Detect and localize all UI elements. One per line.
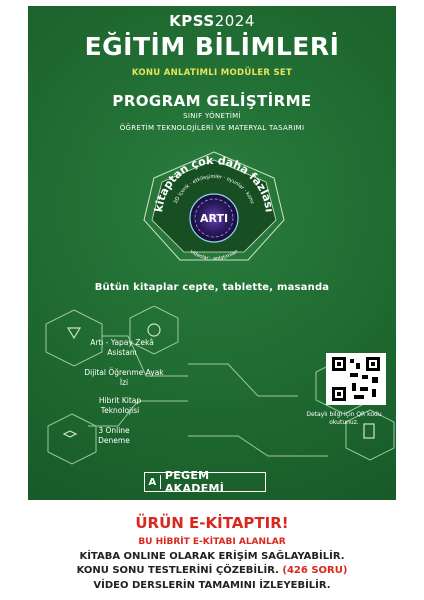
feature-hybrid-book: Hibrit Kitap Teknolojisi <box>98 396 142 415</box>
book-title: EĞİTİM BİLİMLERİ <box>84 32 340 61</box>
qr-note: Detaylı bilgi için QR kodu okutunuz. <box>306 411 382 426</box>
qr-code-icon <box>326 353 386 405</box>
book-subtitle: KONU ANLATIMLI MODÜLER SET <box>131 68 293 78</box>
triangle-icon <box>68 328 80 338</box>
publisher-logo <box>144 469 266 495</box>
publisher-name: PEGEM AKADEMİ <box>164 469 225 495</box>
promo-line-3: VİDEO DERSLERİN TAMAMINI İZLEYEBİLİR. <box>93 580 331 591</box>
badge-center-text: ARTI <box>199 212 229 225</box>
series-label <box>28 12 396 30</box>
promo-line-2 <box>28 565 396 576</box>
feature-online-exams: 3 Online Deneme <box>98 426 130 445</box>
badge-arc-text: kitaptan çok daha fazlası <box>152 153 276 213</box>
book-cover <box>28 6 396 500</box>
arti-badge <box>138 146 290 268</box>
tagline: Bütün kitaplar cepte, tablette, masanda <box>94 282 330 293</box>
badge-ring-text-2: videolar · anlatımları <box>188 248 240 263</box>
qr-code[interactable] <box>326 353 386 405</box>
promo-question-count: (426 SORU) <box>282 565 348 576</box>
topic-line-1: SINIF YÖNETİMİ <box>183 112 241 120</box>
feature-digital-footprint: Dijital Öğrenme Ayak İzi <box>84 368 164 387</box>
badge-ring-text: 3D içerik · etkileşimler · oyunlar · konu <box>172 173 256 205</box>
handshake-icon <box>64 431 76 437</box>
promo-line-1: KİTABA ONLINE OLARAK ERİŞİM SAĞLAYABİLİR. <box>79 551 345 562</box>
promo-headline: ÜRÜN E-KİTAPTIR! <box>135 514 289 532</box>
feature-ai-assistant: Artı - Yapay Zekâ Asistanı <box>90 338 154 357</box>
ring-icon <box>148 324 160 336</box>
subject-title: PROGRAM GELİŞTİRME <box>112 92 312 110</box>
series-name: KPSS <box>169 12 215 30</box>
promo-subheadline: BU HİBRİT E-KİTABI ALANLAR <box>138 537 286 547</box>
series-year: 2024 <box>214 12 255 30</box>
publisher-mark: A <box>145 475 161 489</box>
promo-line-2-text: KONU SONU TESTLERİNİ ÇÖZEBİLİR. <box>76 565 283 576</box>
topic-line-2: ÖĞRETİM TEKNOLOJİLERİ VE MATERYAL TASARIMI <box>119 124 305 132</box>
